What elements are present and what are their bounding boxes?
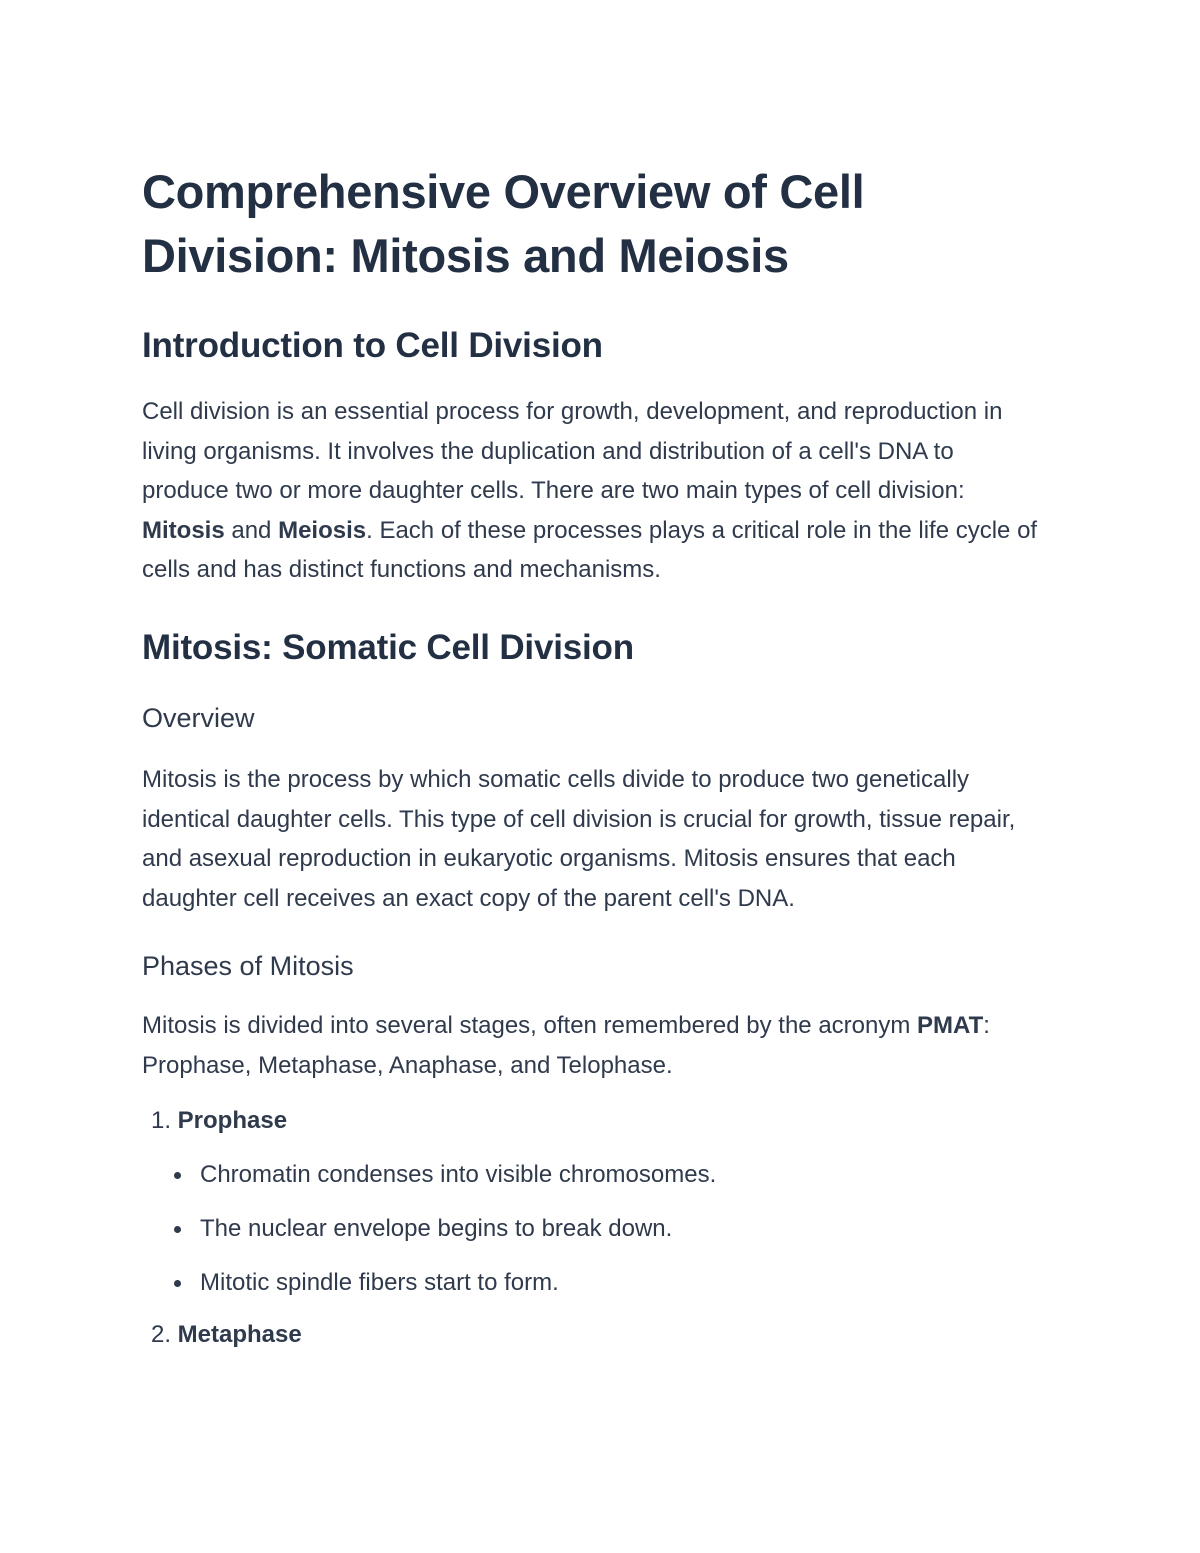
phase-item-metaphase <box>142 1318 1042 1352</box>
phases-acronym: PMAT <box>917 1012 984 1040</box>
bullet-icon <box>174 1280 181 1287</box>
phases-intro-paragraph <box>142 1006 1042 1085</box>
document-title: Comprehensive Overview of Cell Division: Mitosis and Meiosis <box>142 165 865 282</box>
document-page <box>142 160 1042 1352</box>
phase-number: 2. <box>150 1320 171 1348</box>
bullet-text: Mitotic spindle fibers start to form. <box>200 1268 559 1296</box>
phases-intro-list: : Prophase, Metaphase, Anaphase, and Telophase. <box>142 1012 990 1079</box>
intro-paragraph <box>142 392 1042 590</box>
list-item <box>142 1158 1042 1192</box>
phases-intro-text: Mitosis is divided into several stages, often remembered by the acronym <box>142 1012 918 1040</box>
intro-bold-meiosis: Meiosis <box>278 516 367 544</box>
prophase-bullet-list <box>142 1158 1042 1300</box>
section-heading-mitosis: Mitosis: Somatic Cell Division <box>142 627 634 667</box>
phase-item-prophase <box>142 1104 1042 1138</box>
bullet-icon <box>174 1226 181 1233</box>
phase-name: Metaphase <box>177 1320 302 1348</box>
intro-bold-mitosis: Mitosis <box>142 516 225 544</box>
subsection-heading-phases: Phases of Mitosis <box>142 951 354 982</box>
phase-number: 1. <box>150 1106 171 1134</box>
phases-list <box>142 1104 1042 1352</box>
intro-text-end: . Each of these processes plays a critical role in the life cycle of cells and has distinct functions and mechanisms. <box>142 516 1038 584</box>
phase-bullets-container <box>142 1158 1042 1300</box>
bullet-text: Chromatin condenses into visible chromosomes. <box>200 1160 717 1188</box>
mitosis-overview-paragraph: Mitosis is the process by which somatic cells divide to produce two genetically identical daughter cells. This type of cell division is crucial for growth, tissue repair, and asexual reproduction in eukaryotic organisms. Mitosis ensures that each daughter cell receives an exact copy of the parent cell's DNA. <box>142 765 1016 912</box>
phase-name: Prophase <box>177 1106 288 1134</box>
bullet-text: The nuclear envelope begins to break down. <box>200 1214 673 1242</box>
intro-text-start: Cell division is an essential process for growth, development, and reproduction in living organisms. It involves the duplication and distribution of a cell's DNA to produce two or more daughter cells. There are two main types of cell division: <box>142 398 1003 505</box>
list-item <box>142 1212 1042 1246</box>
bullet-icon <box>174 1172 181 1179</box>
subsection-heading-overview: Overview <box>142 702 255 733</box>
section-heading-introduction: Introduction to Cell Division <box>142 326 603 365</box>
intro-text-and: and <box>224 516 279 544</box>
list-item <box>142 1266 1042 1300</box>
